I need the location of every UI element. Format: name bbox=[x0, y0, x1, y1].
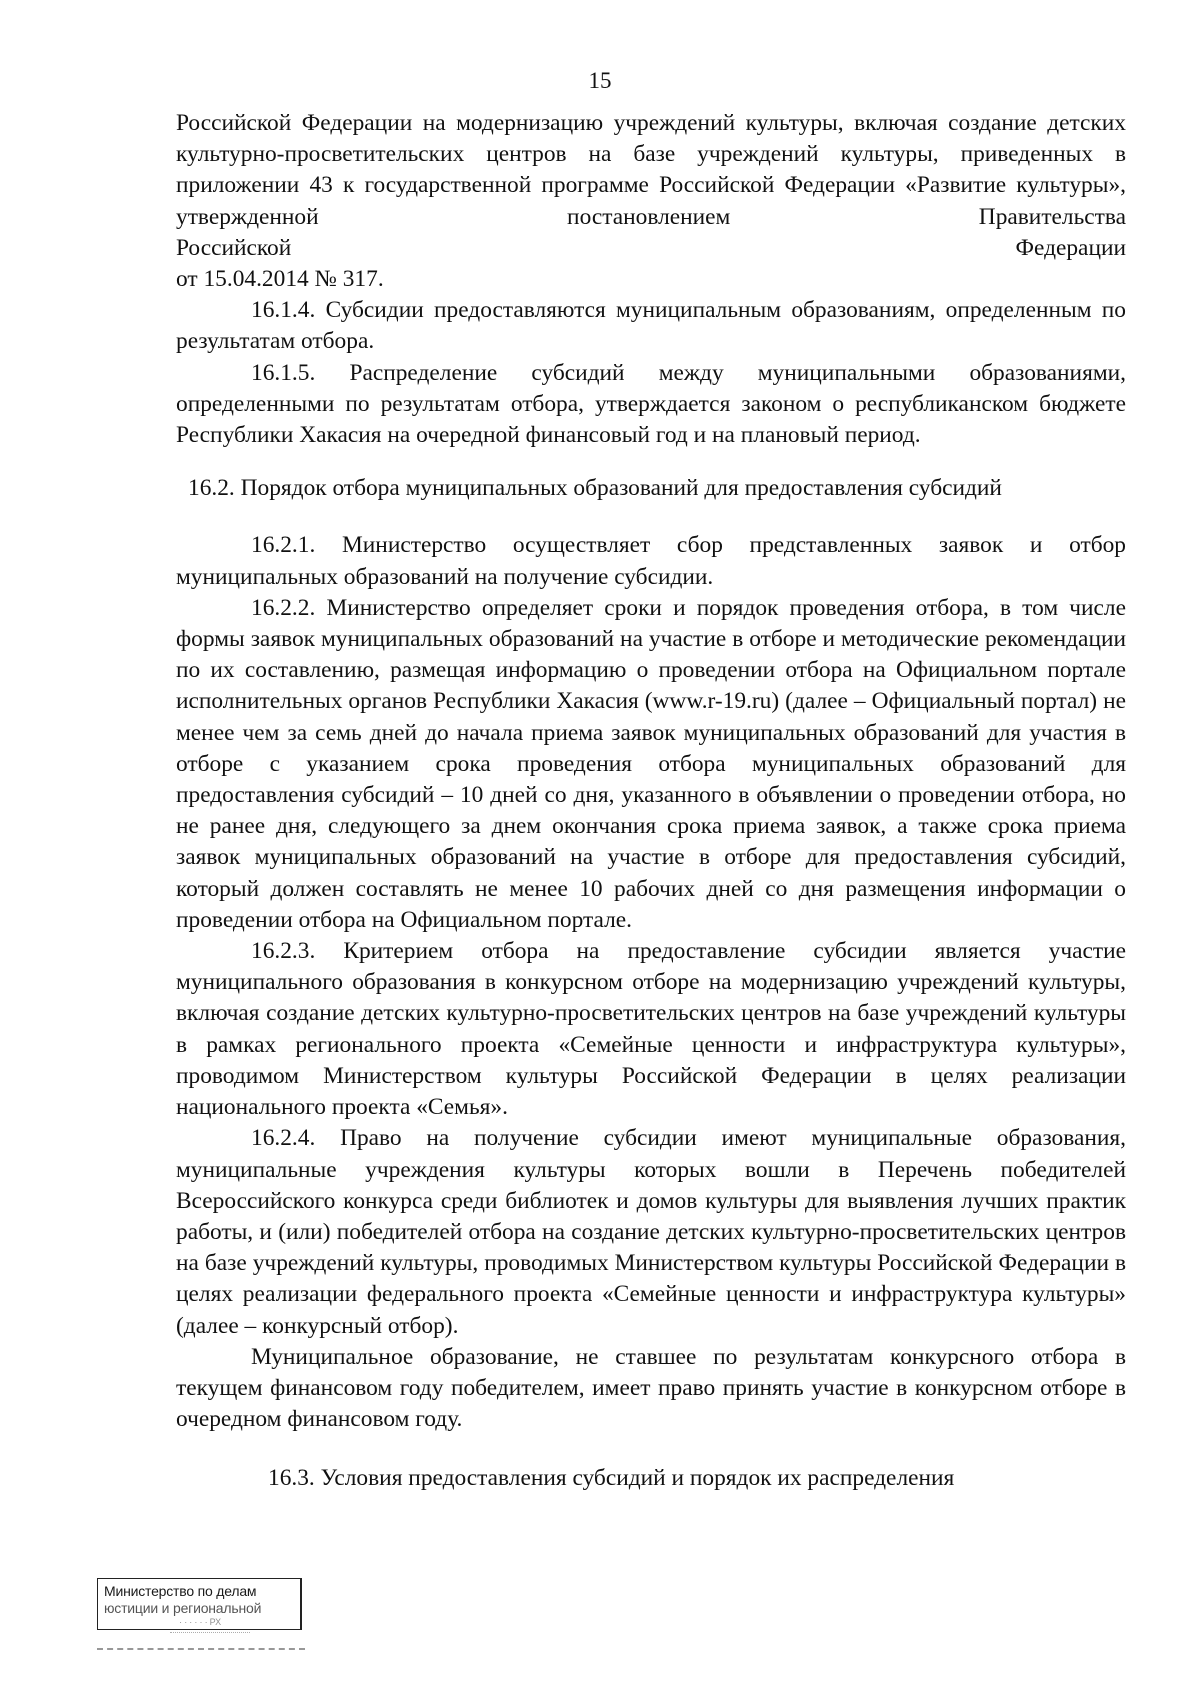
stamp-line-1: Министерство по делам bbox=[104, 1583, 257, 1599]
paragraph-16-2-1: 16.2.1. Министерство осуществляет сбор представленных заявок и отбор муниципальных образований на получение субсидии. bbox=[176, 532, 1126, 590]
stamp-line-3: · · · · · · РХ bbox=[179, 1617, 221, 1627]
stamp-dotted-line bbox=[170, 1630, 250, 1633]
paragraph-continuation-end: от 15.04.2014 № 317. bbox=[176, 266, 384, 293]
section-heading-16-3: 16.3. Условия предоставления субсидий и порядок их распределения bbox=[268, 1465, 955, 1492]
section-heading-16-2: 16.2. Порядок отбора муниципальных образований для предоставления субсидий bbox=[188, 475, 1002, 502]
paragraph-16-2-4: 16.2.4. Право на получение субсидии имеют муниципальные образования, муниципальные учреждения культуры которых вошли в Перечень победителей Всероссийского конкурса среди библиотек и домов культуры для выявления лучших практик работы, и (или) победителей отбора на создание детских культурно-просветительских центров на базе учреждений культуры, проводимых Министерством культуры Российской Федерации в целях реализации федерального проекта «Семейные ценности и инфраструктура культуры» (далее – конкурсный отбор). bbox=[176, 1125, 1126, 1339]
paragraph-continuation-spread-line bbox=[176, 233, 1126, 264]
paragraph-16-2-3: 16.2.3. Критерием отбора на предоставление субсидии является участие муниципального образования в конкурсном отборе на модернизацию учреждений культуры, включая создание детских культурно-просветительских центров на базе учреждений культуры в рамках регионального проекта «Семейные ценности и инфраструктура культуры», проводимом Министерством культуры Российской Федерации в целях реализации национального проекта «Семья». bbox=[176, 938, 1126, 1121]
document-body bbox=[176, 108, 1126, 1495]
spread-word-left: Российской bbox=[176, 234, 292, 261]
paragraph-continuation: Российской Федерации на модернизацию учреждений культуры, включая создание детских культурно-просветительских центров на базе учреждений культуры, приведенных в приложении 43 к государственной программе Российской Федерации «Развитие культуры», утвержденной постановлением Правительства bbox=[176, 110, 1126, 230]
paragraph-16-1-4: 16.1.4. Субсидии предоставляются муниципальным образованиям, определенным по результатам отбора. bbox=[176, 297, 1126, 355]
paragraph-16-1-5: 16.1.5. Распределение субсидий между муниципальными образованиями, определенными по результатам отбора, утверждается законом о республиканском бюджете Республики Хакасия на очередной финансовый год и на плановый период. bbox=[176, 359, 1126, 449]
spread-word-right: Федерации bbox=[1015, 234, 1126, 261]
paragraph-municipal-entity: Муниципальное образование, не ставшее по результатам конкурсного отбора в текущем финансовом году победителем, имеет право принять участие в конкурсном отборе в очередном финансовом году. bbox=[176, 1343, 1126, 1433]
registration-stamp bbox=[97, 1578, 302, 1630]
paragraph-16-2-2: 16.2.2. Министерство определяет сроки и порядок проведения отбора, в том числе формы заявок муниципальных образований на участие в отборе и методические рекомендации по их составлению, размещая информацию о проведении отбора на Официальном портале исполнительных органов Республики Хакасия (www.r-19.ru) (далее – Официальный портал) не менее чем за семь дней до начала приема заявок муниципальных образований для участия в отборе с указанием срока проведения отбора муниципальных образований для предоставления субсидий – 10 дней со дня, указанного в объявлении о проведении отбора, но не ранее дня, следующего за днем окончания срока приема заявок, а также срока приема заявок муниципальных образований на участие в отборе для предоставления субсидий, который должен составлять не менее 10 рабочих дней со дня размещения информации о проведении отбора на Официальном портале. bbox=[176, 594, 1126, 933]
page-number: 15 bbox=[588, 68, 612, 93]
stamp-underline bbox=[97, 1644, 305, 1650]
stamp-line-2: юстиции и региональной bbox=[104, 1600, 262, 1616]
